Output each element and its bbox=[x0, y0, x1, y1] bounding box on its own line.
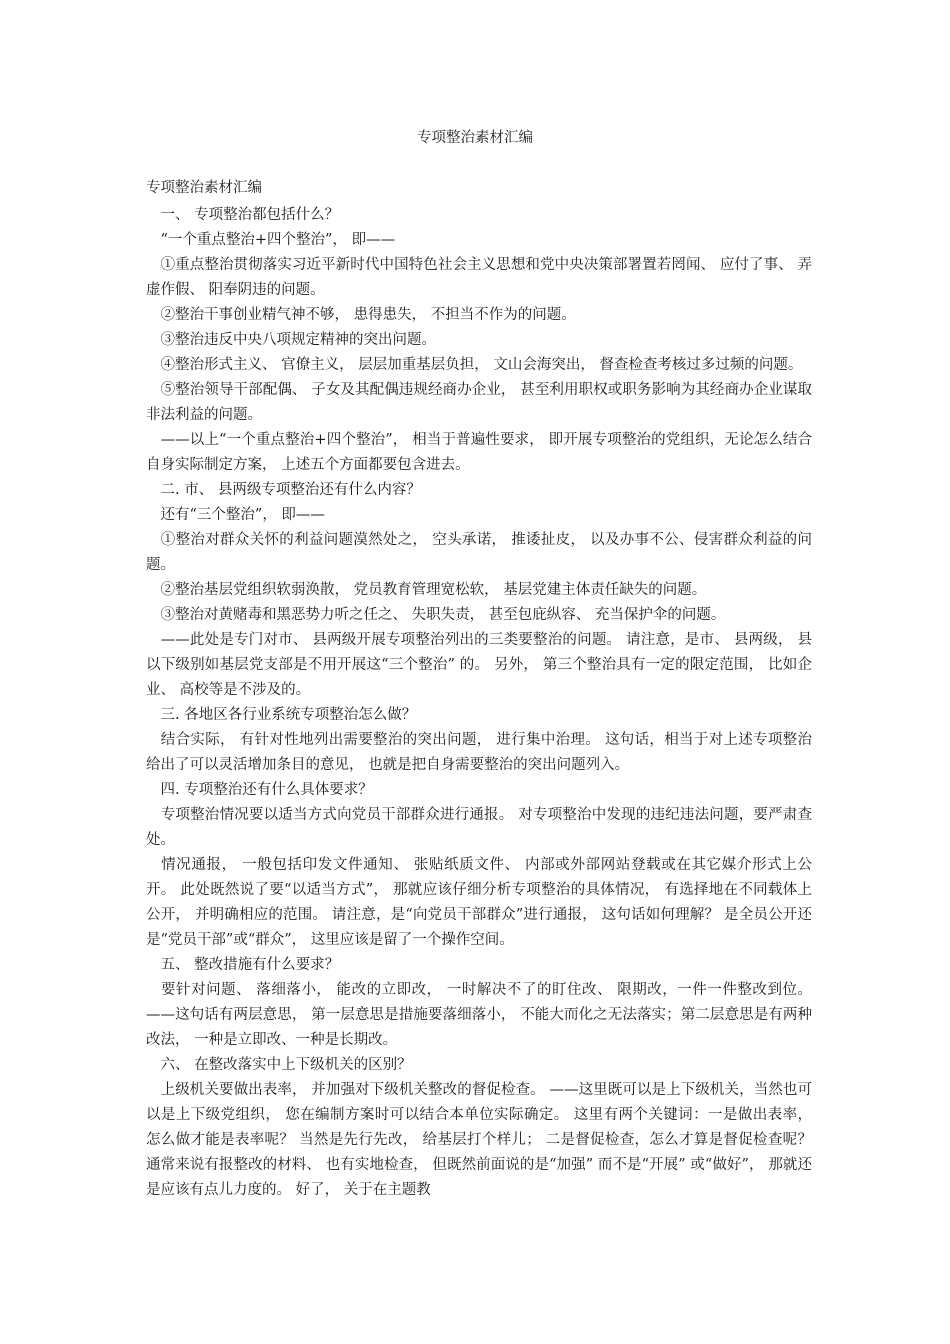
section-heading-2: 二. 市、 县两级专项整治还有什么内容？ bbox=[146, 482, 421, 498]
paragraph: 还有“三个整治”， 即—— bbox=[146, 507, 325, 523]
section-heading-4: 四. 专项整治还有什么具体要求？ bbox=[146, 782, 373, 798]
paragraph: ⑤整治领导干部配偶、 子女及其配偶违规经商办企业， 甚至利用职权或职务影响为其经商办企业谋取非法利益的问题。 bbox=[146, 382, 812, 423]
section-heading-3: 三. 各地区各行业系统专项整治怎么做？ bbox=[146, 707, 417, 723]
paragraph: ②整治干事创业精气神不够， 患得患失， 不担当不作为的问题。 bbox=[146, 307, 576, 323]
section-heading-6: 六、 在整改落实中上下级机关的区别？ bbox=[146, 1057, 412, 1073]
doc-heading: 专项整治素材汇编 bbox=[146, 180, 262, 196]
paragraph: 情况通报， 一般包括印发文件通知、 张贴纸质文件、 内部或外部网站登载或在其它媒介形式上公开。 此处既然说了要“以适当方式”， 那就应该仔细分析专项整治的具体情况， 有选择地在不同载体上公开， 并明确相应的范围。 请注意，是“向党员干部群众”进行通报， 这句话如何理解？ 是全员公开还是“党员干部”或“群众”， 这里应该是留了一个操作空间。 bbox=[146, 857, 812, 948]
document-body bbox=[146, 176, 812, 1203]
paragraph: “一个重点整治+四个整治”， 即—— bbox=[146, 232, 396, 248]
paragraph: 结合实际， 有针对性地列出需要整治的突出问题， 进行集中治理。 这句话，相当于对上述专项整治给出了可以灵活增加条目的意见， 也就是把自身需要整治的突出问题列入。 bbox=[146, 732, 812, 773]
paragraph: ③整治违反中央八项规定精神的突出问题。 bbox=[146, 332, 436, 348]
page-title: 专项整治素材汇编 bbox=[417, 130, 533, 146]
paragraph: ①整治对群众关怀的利益问题漠然处之， 空头承诺， 推诿扯皮， 以及办事不公、侵害群众利益的问题。 bbox=[146, 532, 812, 573]
paragraph: 专项整治情况要以适当方式向党员干部群众进行通报。 对专项整治中发现的违纪违法问题，要严肃查处。 bbox=[146, 807, 812, 848]
paragraph: ③整治对黄赌毒和黑恶势力听之任之、 失职失责， 甚至包庇纵容、 充当保护伞的问题。 bbox=[146, 607, 726, 623]
section-heading-5: 五、 整改措施有什么要求？ bbox=[146, 957, 340, 973]
paragraph: ①重点整治贯彻落实习近平新时代中国特色社会主义思想和党中央决策部署置若罔闻、 应付了事、 弄虚作假、 阳奉阴违的问题。 bbox=[146, 257, 812, 298]
paragraph: ——以上“一个重点整治+四个整治”， 相当于普遍性要求， 即开展专项整治的党组织，无论怎么结合自身实际制定方案， 上述五个方面都要包含进去。 bbox=[146, 432, 812, 473]
paragraph: ——此处是专门对市、 县两级开展专项整治列出的三类要整治的问题。 请注意，是市、 县两级， 县以下级别如基层党支部是不用开展这“三个整治” 的。 另外， 第三个整治具有一定的限定范围， 比如企业、 高校等是不涉及的。 bbox=[146, 632, 812, 698]
paragraph: 上级机关要做出表率， 并加强对下级机关整改的督促检查。 ——这里既可以是上下级机关，当然也可以是上下级党组织， 您在编制方案时可以结合本单位实际确定。 这里有两个关键词：一是做出表率， 怎么做才能是表率呢？ 当然是先行先改， 给基层打个样儿； 二是督促检查，怎么才算是督促检查呢？ 通常来说有报整改的材料、 也有实地检查， 但既然前面说的是“加强” 而不是“开展” 或“做好”， 那就还是应该有点儿力度的。 好了， 关于在主题教 bbox=[146, 1082, 812, 1198]
paragraph: 要针对问题、 落细落小， 能改的立即改， 一时解决不了的盯住改、 限期改，一件一件整改到位。 ——这句话有两层意思， 第一层意思是措施要落细落小， 不能大而化之无法落实；第二层意思是有两种改法， 一种是立即改、一种是长期改。 bbox=[146, 982, 812, 1048]
section-heading-1: 一、 专项整治都包括什么？ bbox=[146, 207, 340, 223]
paragraph: ④整治形式主义、 官僚主义， 层层加重基层负担， 文山会海突出， 督查检查考核过多过频的问题。 bbox=[146, 357, 803, 373]
paragraph: ②整治基层党组织软弱涣散， 党员教育管理宽松软， 基层党建主体责任缺失的问题。 bbox=[146, 582, 707, 598]
